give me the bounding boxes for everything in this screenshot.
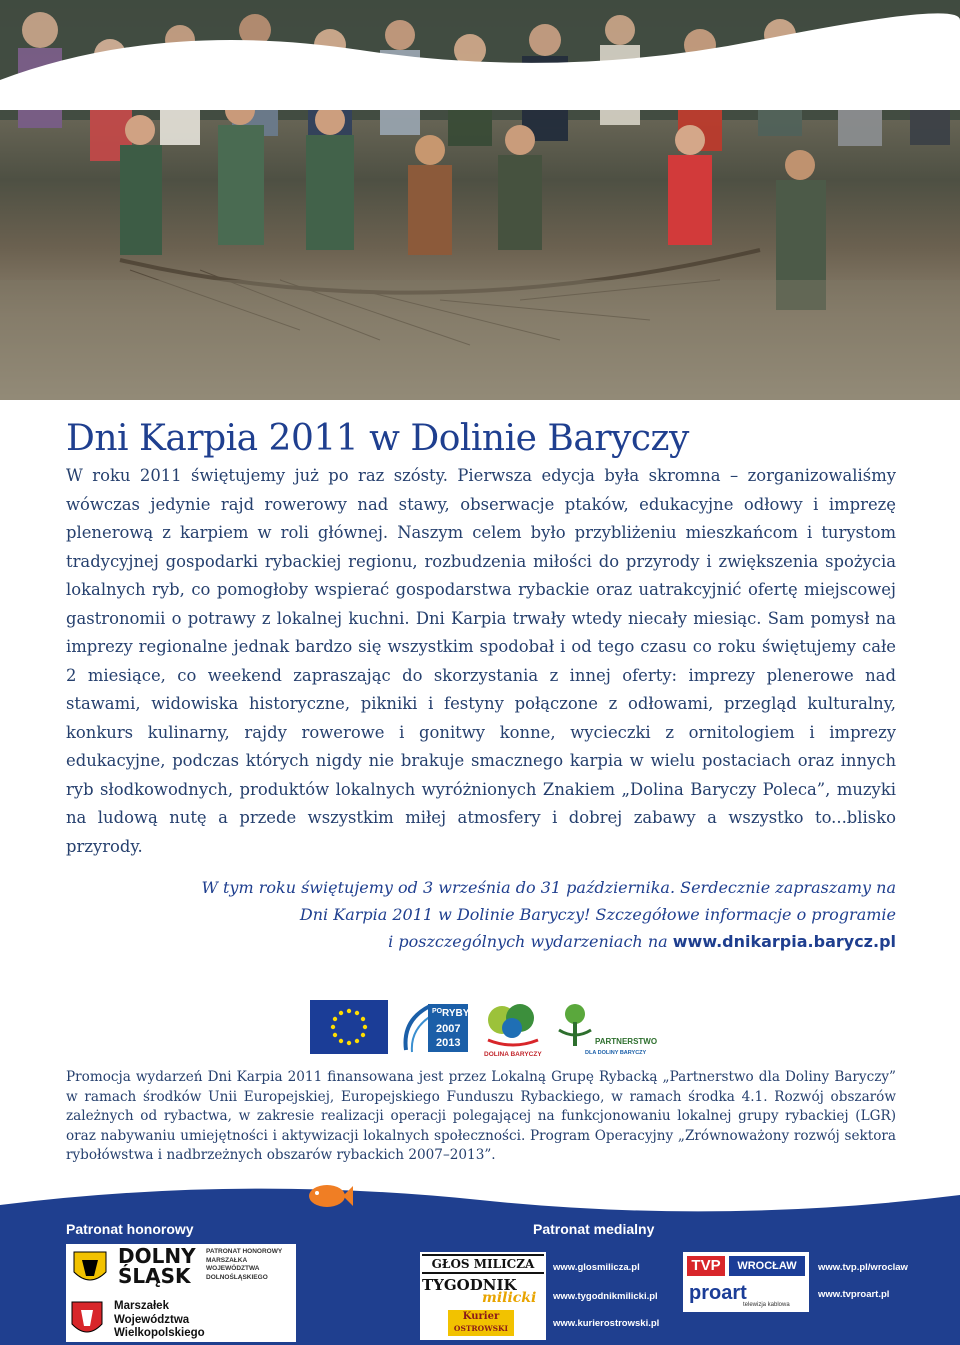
media-patronage-label: Patronat medialny <box>533 1221 655 1237</box>
tvproart-url[interactable]: www.tvproart.pl <box>818 1289 890 1300</box>
kurier-ostrowski-logo <box>448 1310 514 1336</box>
kurier-line-2: OSTROWSKI <box>453 1324 509 1333</box>
marszalek-wielkopolski-label <box>114 1300 205 1341</box>
tvp-logo: TVP <box>687 1256 725 1276</box>
honorary-patronage-label: Patronat honorowy <box>66 1221 194 1237</box>
kurier-ostrowski-url[interactable]: www.kurierostrowski.pl <box>553 1318 660 1329</box>
eu-flag-logo <box>310 1000 388 1062</box>
article-title: Dni Karpia 2011 w Dolinie Baryczy <box>66 418 689 459</box>
partnerstwo-logo <box>555 1000 658 1062</box>
honorary-patronage-box <box>66 1244 296 1342</box>
proart-subtitle: telewizja kablowa <box>743 1302 790 1308</box>
tv-logos-box <box>683 1252 809 1312</box>
event-website-link[interactable]: www.dnikarpia.barycz.pl <box>672 932 896 951</box>
dolny-slask-patronage-text: PATRONAT HONOROWY MARSZAŁKA WOJEWÓDZTWA DOLNOŚLĄSKIEGO <box>206 1248 283 1281</box>
ryby-program-logo <box>400 1000 472 1062</box>
top-wave-divider <box>0 0 960 110</box>
milicki-logo: milicki <box>482 1290 537 1306</box>
partnerstwo-icon <box>555 1000 658 1058</box>
invitation-line-3 <box>150 928 896 955</box>
ryby-title-text: RYBY <box>442 1008 470 1019</box>
ryby-year-start-text: 2007 <box>436 1023 461 1035</box>
glos-milicza-url[interactable]: www.glosmilicza.pl <box>553 1262 640 1273</box>
wielkopolska-crest-icon <box>70 1300 104 1340</box>
ryby-year-end-text: 2013 <box>436 1037 461 1049</box>
glos-milicza-logo: GŁOS MILICZA <box>422 1254 544 1274</box>
kurier-line-1: Kurier <box>462 1311 500 1322</box>
tvp-wroclaw-url[interactable]: www.tvp.pl/wroclaw <box>818 1262 908 1273</box>
invitation-line-1: W tym roku świętujemy od 3 września do 31 października. Serdecznie zapraszamy na <box>201 878 896 897</box>
dolny-slask-line-2: ŚLĄSK <box>118 1264 191 1288</box>
marszalek-line-2: Województwa <box>114 1313 190 1326</box>
ryby-po-text: PO <box>432 1008 443 1015</box>
tvp-wroclaw-logo: WROCŁAW <box>729 1256 805 1276</box>
invitation-line-2: Dni Karpia 2011 w Dolinie Baryczy! Szczegółowe informacje o programie <box>299 905 896 924</box>
dolny-slask-crest-icon <box>70 1248 110 1288</box>
dolina-baryczy-text: DOLINA BARYCZY <box>484 1051 542 1058</box>
funding-statement: Promocja wydarzeń Dni Karpia 2011 finansowana jest przez Lokalną Grupę Rybacką „Partnerstwo dla Doliny Baryczy” w ramach środków Unii Europejskiej, Europejskiego Funduszu Rybackiego, w ramach środka 4.1. Rozwój obszarów zależnych od rybactwa, w zakresie realizacji operacji polegającej na funkcjonowaniu lokalnej grupy rybackiej (LGR) oraz nabywaniu umiejętności i aktywizacji lokalnych społeczności. Program Operacyjny „Zrównoważony rozwój sektora rybołówstwa i nadbrzeżnych obszarów rybackich 2007–2013”. <box>66 1069 896 1163</box>
carp-fish-icon <box>305 1178 353 1212</box>
partnerstwo-text: PARTNERSTWO <box>595 1037 658 1046</box>
marszalek-line-1: Marszałek <box>114 1300 169 1312</box>
ryby-logo-icon <box>400 1000 472 1058</box>
hero-photo <box>0 0 960 400</box>
invitation-block <box>150 874 896 955</box>
proart-logo: proart <box>689 1282 747 1304</box>
dolny-slask-line-1: DOLNY <box>118 1244 196 1268</box>
tygodnik-milicki-url[interactable]: www.tygodnikmilicki.pl <box>553 1291 658 1302</box>
partnerstwo-subtext: DLA DOLINY BARYCZY <box>585 1050 647 1056</box>
article-body: W roku 2011 świętujemy już po raz szósty. Pierwsza edycja była skromna – zorganizowaliśmy wówczas jedynie rajd rowerowy nad stawy, obserwacje ptaków, edukacyjne odłowy i imprezę plenerową z karpiem w roli głównej. Naszym celem było przybliżeniu mieszkańcom i turystom tradycyjnej gospodarki rybackiej regionu, rozbudzenia miłości do przyrody i zwiększenia spożycia lokalnych ryb, co pomogłoby wspierać gospodarstwa rybackie oraz uatrakcyjnić ofertę miejscowej gastronomii o potrawy z lokalnej kuchni. Dni Karpia trwały wtedy niecały miesiąc. Sam pomysł na imprezy regionalne jednak bardzo się wszystkim spodobał i od tego czasu co roku świętujemy całe 2 miesiące, co weekend zapraszając do skorzystania z innej oferty: imprezy plenerowe nad stawami, widowiska historyczne, pikniki i festyny połączone z odłowami, przegląd kulturalny, konkurs kulinarny, rajdy rowerowe i gonitwy konne, wycieczki z ornitologiem i imprezy edukacyjne, podczas których nigdy nie brakuje smacznego karpia w wielu postaciach oraz innych ryb słodkowodnych, produktów lokalnych wyróżnionych Znakiem „Dolina Baryczy Poleca”, muzyki na ludową nutę a przede wszystkim miłej atmosfery i dobrej zabawy a wszystko to...blisko przyrody. <box>66 466 896 856</box>
dolny-slask-wordmark <box>118 1246 196 1286</box>
marszalek-line-3: Wielkopolskiego <box>114 1327 205 1339</box>
dolina-baryczy-icon <box>478 1000 548 1058</box>
invitation-line-3-text: i poszczególnych wydarzeniach na <box>388 932 668 951</box>
dolina-baryczy-logo <box>478 1000 548 1062</box>
eu-flag-icon <box>310 1000 388 1054</box>
tygodnik-logo: TYGODNIK <box>422 1276 517 1294</box>
press-logos-box <box>420 1252 546 1340</box>
